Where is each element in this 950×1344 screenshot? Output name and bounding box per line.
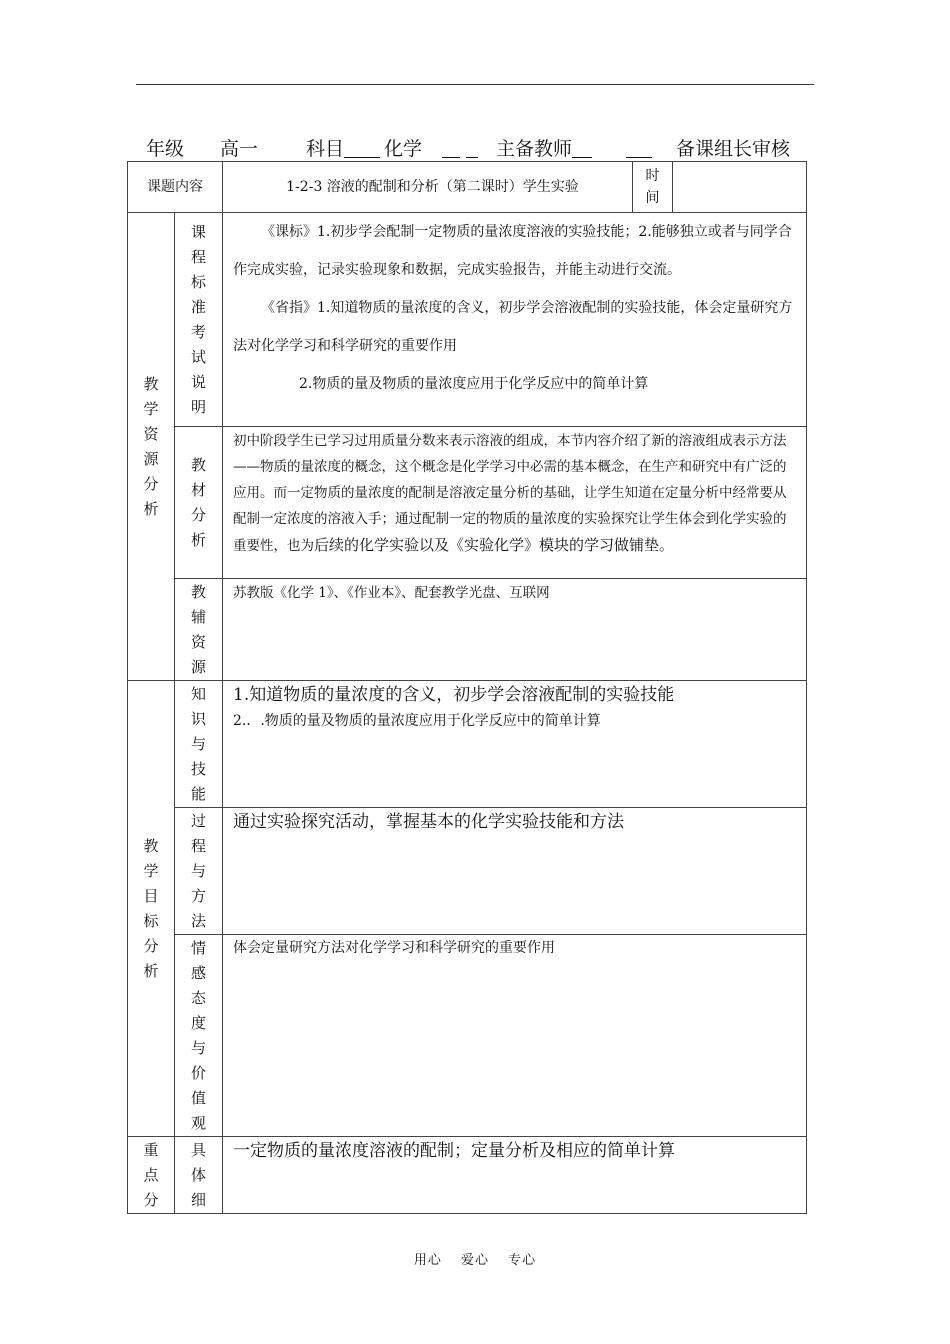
footer-item-2: 爱心 xyxy=(460,1253,489,1268)
key-points-sublabel-cell xyxy=(175,1137,223,1214)
textbook-label-cell xyxy=(175,427,223,579)
key-points-row xyxy=(128,1137,807,1214)
resource-analysis-label: 教学资源分析 xyxy=(143,374,159,518)
knowledge-label-cell xyxy=(175,681,223,808)
emotion-text: 体会定量研究方法对化学学习和科学研究的重要作用 xyxy=(233,940,555,956)
emotion-row xyxy=(128,935,807,1137)
grade-value: 高一 xyxy=(220,138,259,160)
textbook-text-tail: 后续的化学实验以及《实验化学》模块的学习做铺垫。 xyxy=(314,536,675,554)
emotion-label: 情感态度与价值观 xyxy=(190,939,206,1132)
grade-label: 年级 xyxy=(146,138,185,160)
key-points-label: 重点分 xyxy=(143,1141,159,1209)
topic-label: 课题内容 xyxy=(147,178,203,195)
teacher-label: 主备教师 xyxy=(496,138,573,160)
topic-label-cell xyxy=(128,162,223,213)
key-points-sublabel: 具体细 xyxy=(190,1141,206,1209)
process-row xyxy=(128,808,807,935)
standards-label-cell xyxy=(175,213,223,427)
textbook-content-cell xyxy=(223,427,807,579)
time-value-cell xyxy=(673,162,807,213)
textbook-row xyxy=(128,427,807,579)
key-points-content-cell xyxy=(223,1137,807,1214)
footer-item-3: 专心 xyxy=(508,1253,537,1268)
review-label: 备课组长审核 xyxy=(676,138,791,160)
resource-analysis-label-cell xyxy=(128,213,175,681)
knowledge-content-cell xyxy=(223,681,807,808)
teacher-blank-1 xyxy=(572,136,592,158)
process-content-cell xyxy=(223,808,807,935)
knowledge-label: 知识与技能 xyxy=(190,685,206,803)
footer-item-1: 用心 xyxy=(413,1253,442,1268)
time-label: 时间 xyxy=(645,168,660,206)
blank-2 xyxy=(466,136,478,158)
emotion-label-cell xyxy=(175,935,223,1137)
aux-label: 教辅资源 xyxy=(190,583,206,676)
lesson-plan-table xyxy=(127,161,807,1214)
subject-blank xyxy=(344,136,380,158)
topic-value-cell xyxy=(223,162,633,213)
standards-content-cell xyxy=(223,213,807,427)
teacher-blank-2 xyxy=(626,136,652,158)
textbook-text: 初中阶段学生已学习过用质量分数来表示溶液的组成，本节内容介绍了新的溶液组成表示方法——物质的量浓度的概念，这个概念是化学学习中必需的基本概念，在生产和研究中有广泛的应用。而一定物质的量浓度的配制是溶液定量分析的基础，让学生知道在定量分析中经常要从配制一定浓度的溶液入手；通过配制一定的物质的量浓度的实验探究让学生体会到化学实验的重要性，也为 xyxy=(233,433,787,554)
topic-row xyxy=(128,162,807,213)
aux-row xyxy=(128,579,807,681)
top-rule xyxy=(136,84,814,85)
process-label: 过程与方法 xyxy=(190,812,206,930)
textbook-label: 教材分析 xyxy=(190,455,206,549)
standards-paragraph-3: 2.物质的量及物质的量浓度应用于化学反应中的简单计算 xyxy=(299,376,649,392)
header-line xyxy=(146,136,806,162)
standards-row xyxy=(128,213,807,427)
process-label-cell xyxy=(175,808,223,935)
subject-value: 化学 xyxy=(384,138,423,160)
time-label-cell xyxy=(633,162,673,213)
topic-value: 1-2-3 溶液的配制和分析（第二课时）学生实验 xyxy=(286,178,579,195)
subject-label: 科目 xyxy=(306,138,345,160)
knowledge-line-2: 2.．.物质的量及物质的量浓度应用于化学反应中的简单计算 xyxy=(233,713,601,729)
key-points-label-cell xyxy=(128,1137,175,1214)
emotion-content-cell xyxy=(223,935,807,1137)
aux-text: 苏教版《化学 1》、《作业本》、配套教学光盘、互联网 xyxy=(233,585,550,601)
process-text: 通过实验探究活动，掌握基本的化学实验技能和方法 xyxy=(233,812,624,832)
blank-1 xyxy=(442,136,460,158)
standards-paragraph-2: 《省指》1.知道物质的量浓度的含义，初步学会溶液配制的实验技能，体会定量研究方法对化学学习和科学研究的重要作用 xyxy=(233,300,793,354)
page-footer xyxy=(0,1249,950,1268)
knowledge-row xyxy=(128,681,807,808)
objectives-label-cell xyxy=(128,681,175,1137)
objectives-label: 教学目标分析 xyxy=(143,836,159,980)
aux-content-cell xyxy=(223,579,807,681)
key-points-text: 一定物质的量浓度溶液的配制；定量分析及相应的简单计算 xyxy=(233,1141,675,1161)
aux-label-cell xyxy=(175,579,223,681)
knowledge-line-1: 1.知道物质的量浓度的含义，初步学会溶液配制的实验技能 xyxy=(233,685,675,705)
standards-paragraph-1: 《课标》1.初步学会配制一定物质的量浓度溶液的实验技能；2.能够独立或者与同学合作完成实验，记录实验现象和数据，完成实验报告，并能主动进行交流。 xyxy=(233,224,792,278)
standards-label: 课程标准考试说明 xyxy=(190,222,206,416)
